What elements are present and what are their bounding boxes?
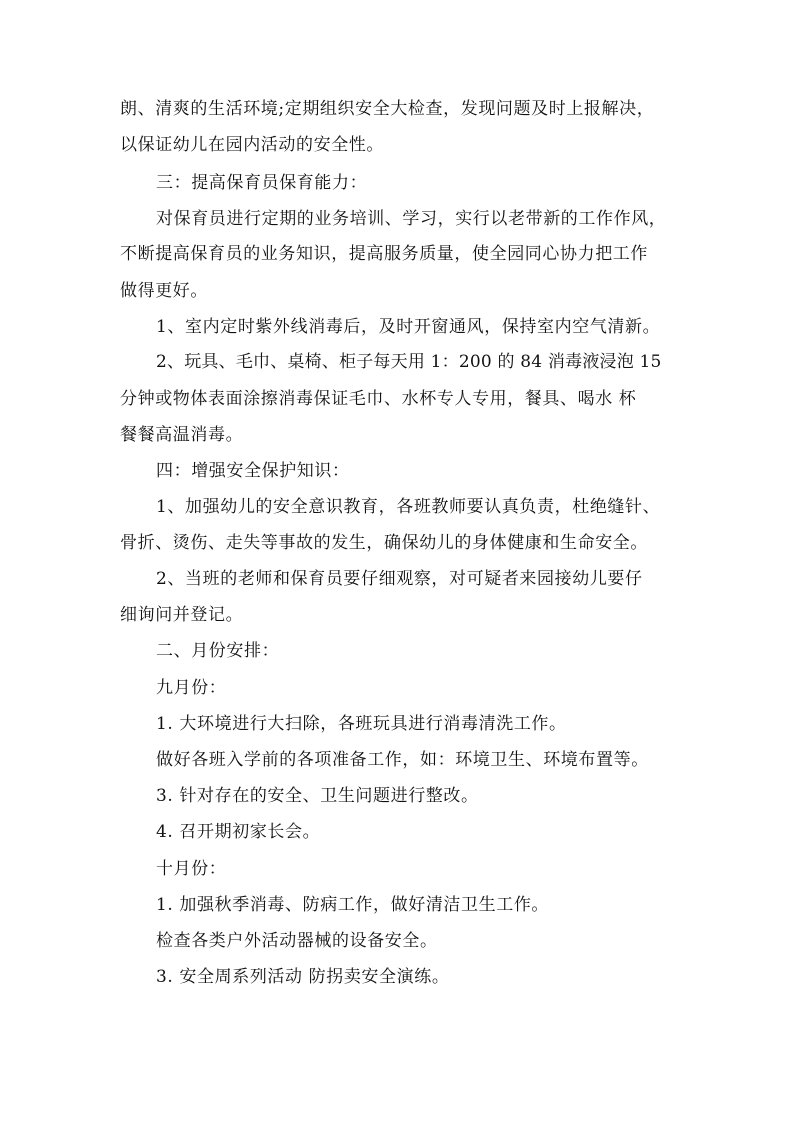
list-item: 1、加强幼儿的安全意识教育，各班教师要认真负责，杜绝缝针、 — [156, 497, 661, 517]
month-heading: 十月份： — [156, 859, 227, 879]
text-line: 以保证幼儿在园内活动的安全性。 — [120, 135, 384, 155]
text-line: 做好各班入学前的各项准备工作，如：环境卫生、环境布置等。 — [156, 750, 649, 770]
section-heading: 三：提高保育员保育能力： — [156, 173, 368, 193]
list-item: 4. 召开期初家长会。 — [156, 822, 321, 842]
list-item: 3. 针对存在的安全、卫生问题进行整改。 — [156, 786, 479, 806]
text-line: 不断提高保育员的业务知识，提高服务质量，使全园同心协力把工作 — [120, 244, 648, 264]
list-item: 1. 加强秋季消毒、防病工作，做好清洁卫生工作。 — [156, 895, 550, 915]
text-line: 做得更好。 — [120, 281, 208, 301]
text-line: 朗、清爽的生活环境;定期组织安全大检查，发现问题及时上报解决， — [120, 99, 655, 119]
section-heading: 四：增强安全保护知识： — [156, 461, 350, 481]
section-heading: 二、月份安排： — [156, 641, 280, 661]
text-line: 对保育员进行定期的业务培训、学习，实行以老带新的工作作风， — [156, 209, 667, 229]
list-item: 2、玩具、毛巾、桌椅、柜子每天用 1：200 的 84 消毒液浸泡 15 — [156, 352, 662, 372]
text-line: 分钟或物体表面涂擦消毒保证毛巾、水杯专人专用，餐具、喝水 杯 — [120, 389, 637, 409]
list-item: 1. 大环境进行大扫除，各班玩具进行消毒清洗工作。 — [156, 714, 567, 734]
list-item: 2、当班的老师和保育员要仔细观察，对可疑者来园接幼儿要仔 — [156, 569, 643, 589]
list-item: 3. 安全周系列活动 防拐卖安全演练。 — [156, 967, 450, 987]
text-line: 检查各类户外活动器械的设备安全。 — [156, 931, 438, 951]
list-item: 1、室内定时紫外线消毒后，及时开窗通风，保持室内空气清新。 — [156, 317, 661, 337]
text-line: 细询问并登记。 — [120, 605, 244, 625]
month-heading: 九月份： — [156, 678, 227, 698]
text-line: 骨折、烫伤、走失等事故的发生，确保幼儿的身体健康和生命安全。 — [120, 533, 648, 553]
text-line: 餐餐高温消毒。 — [120, 425, 244, 445]
